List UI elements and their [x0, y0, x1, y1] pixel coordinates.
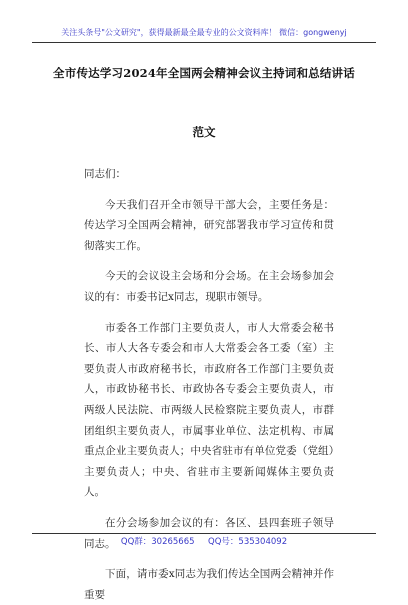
page-header	[32, 26, 376, 43]
document-subtitle: 范文	[192, 125, 216, 139]
paragraph: 今天的会议设主会场和分会场。在主会场参加会议的有：市委书记x同志，现职市领导。	[84, 270, 334, 303]
paragraph: 市委各工作部门主要负责人，市人大常委会秘书长、市人大各专委会和市人大常委会各工委（室）主要负责人市政府秘书长，市政府各工作部门主要负责人，市政协秘书长、市政协各专委会主要负责人，市两级人民法院、市两级人民检察院主要负责人，市群团组织主要负责人，市属事业单位、法定机构、市属重点企业主要负责人；中央省驻市有单位党委（党组）主要负责人；中央、省驻市主要新闻媒体主要负责人。	[84, 321, 334, 499]
paragraph: 今天我们召开全市领导干部大会，主要任务是：传达学习全国两会精神，研究部署我市学习宣传和贯彻落实工作。	[84, 198, 334, 252]
paragraph: 下面，请市委x同志为我们传达全国两会精神并作重要	[84, 568, 334, 601]
footer-contact: QQ群：30265665 QQ号：535304092	[120, 537, 288, 547]
salutation: 同志们：	[84, 168, 126, 180]
header-notice: 关注头条号"公文研究"，获得最新最全最专业的公文资料库！ 微信：gongwenyj	[61, 28, 347, 37]
paragraph: 在分会场参加会议的有：各区、县四套班子领导同志。	[84, 516, 334, 550]
document-title: 全市传达学习2024年全国两会精神会议主持词和总结讲话	[53, 66, 355, 80]
page-footer	[32, 533, 376, 550]
